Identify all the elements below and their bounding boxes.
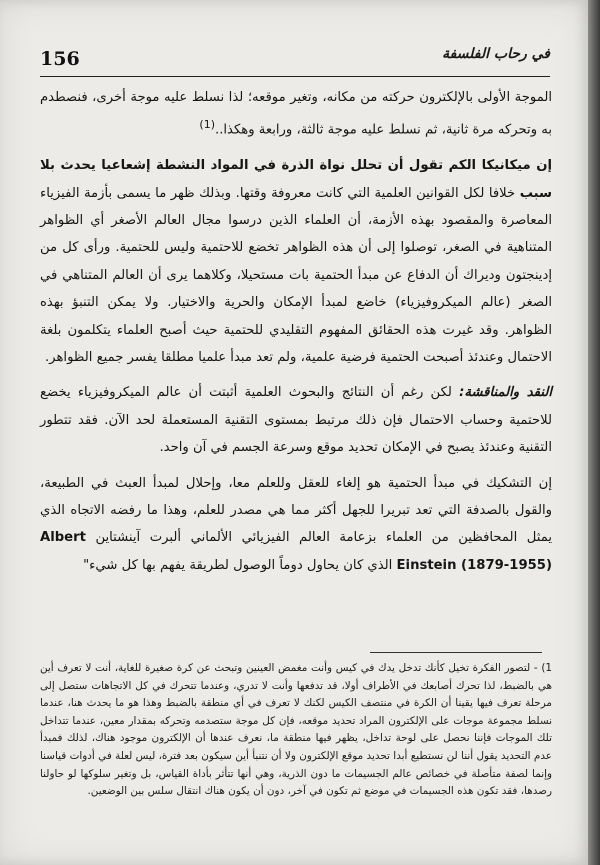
footnote: 1) - لتصور الفكرة تخيل كأنك تدخل يدك في كيس وأنت مغمض العينين وتبحث عن كرة صغيرة للغاية، أنت لا تعرف أين هي بالضبط، لذا تحرك أصابعك في الأطراف أولا، قد تدفعها وأنت لا تدري، وعندما تتحرك في كل الاتجاهات ستصل إلى مرحلة تعرف فيها يقينا أن الكرة في منتصف الكيس لكنك لا تعرف في أي منطقة بالضبط وهذا هو ما يحدث هنا، عندما نسلط مجموعة موجات على الإلكترون المراد تحديد موقعه، فإن كل موجة ستصدمه وتحركه بمقدار معين، عندما تتداخل تلك الموجات فإننا نحصل على لوحة تداخل، يظهر فيها منطقة ما، نعرف عندها أن الإلكترون موجود هناك، لذلك فمبدأ عدم التحديد يقول أننا لن نستطيع أبدا تحديد موقع الإلكترون ولا أن نتنبأ أين سيكون بعد فترة، ليس لعلة في أدوات قياسنا وإنما لصفة متأصلة في خصائص عالم الجسيمات ما دون الذرية، وهي أنها تتأثر بأداة القياس، بل وتغير سلوكها لو حاولنا رصدها، فقد تكون هذه الجسيمات في موضع ثم تكون في آخر، دون أن يكون هناك انتقال سلس بين الوضعين. — [40, 662, 552, 798]
paragraph-3-text: لكن رغم أن النتائج والبحوث العلمية أثبتت أن عالم الميكروفيزياء يخضع للاحتمية وحساب الاحتمال فإن ذلك مرتبط بمستوى التقنية المستعملة لحد الآن. فقد تتطور التقنية وعندئذ يصبح في الإمكان تحديد موقع وسرعة الجسم في آن واحد. — [40, 385, 552, 456]
paragraph-2 — [40, 152, 552, 371]
paragraph-3 — [40, 379, 552, 461]
paragraph-3-lead: النقد والمناقشة: — [459, 385, 553, 401]
paragraph-4-text: إن التشكيك في مبدأ الحتمية هو إلغاء للعقل وللعلم معا، وإحلال لمبدأ العبث في الطبيعة، والقول بالصدفة التي تعد تبريرا للجهل أكثر مما هي مصدر للعلم، وهذا ما رفضه الاتجاه الذي يمثل المحافظين من العلماء بزعامة العالم الفيزيائي الألماني ألبرت آينشتاين — [40, 475, 552, 546]
paragraph-1-text: الموجة الأولى بالإلكترون حركته من مكانه، وتغير موقعه؛ لذا نسلط عليه موجة أخرى، فنصطدم به وتحركه مرة ثانية، ثم نسلط عليه موجة ثالثة، ورابعة وهكذا.. — [40, 90, 552, 138]
page-header — [40, 42, 550, 77]
page-number: 156 — [40, 48, 80, 70]
footnote-ref: (1) — [199, 118, 215, 132]
paragraph-2-lead: إن ميكانيكا الكم تقول أن تحلل نواة الذرة في المواد النشطة إشعاعيا يحدث بلا سبب — [40, 158, 552, 201]
main-text — [40, 84, 552, 587]
running-head: في رحاب الفلسفة — [442, 46, 550, 62]
einstein-latin-name: Albert Einstein (1879-1955) — [40, 530, 552, 573]
paragraph-4 — [40, 470, 552, 580]
paragraph-1 — [40, 84, 552, 144]
paragraph-4-text-after: الذي كان يحاول دوماً الوصول لطريقة يفهم بها كل شيء" — [83, 557, 397, 573]
footnote-divider — [370, 652, 542, 653]
paragraph-2-text: خلافا لكل القوانين العلمية التي كانت معروفة وقتها. وبذلك ظهر ما يسمى بأزمة الفيزياء المعاصرة والمقصود بهذه الأزمة، أن العلماء الذين درسوا مجال العالم الأصغر أي الظواهر المتناهية في الصغر، توصلوا إلى أن هذه الظواهر تخضع للاحتمية وليس للحتمية. ورأى كل من إدينجتون وديراك أن الدفاع عن مبدأ الحتمية بات مستحيلا، وكلاهما يرى أن العالم المتناهي في الصغر (عالم الميكروفيزياء) خاضع لمبدأ الإمكان والحرية والاختيار. ولا يمكن التنبؤ بهذه الظواهر. وقد غيرت هذه الحقائق المفهوم التقليدي للحتمية حيث أصبح العلماء يتكلمون بلغة الاحتمال وعندئذ أصبحت الحتمية فرضية علمية، ولم تعد مبدأ علميا مطلقا يفسر جميع الظواهر. — [40, 185, 552, 366]
page-edge-shadow — [588, 0, 600, 865]
